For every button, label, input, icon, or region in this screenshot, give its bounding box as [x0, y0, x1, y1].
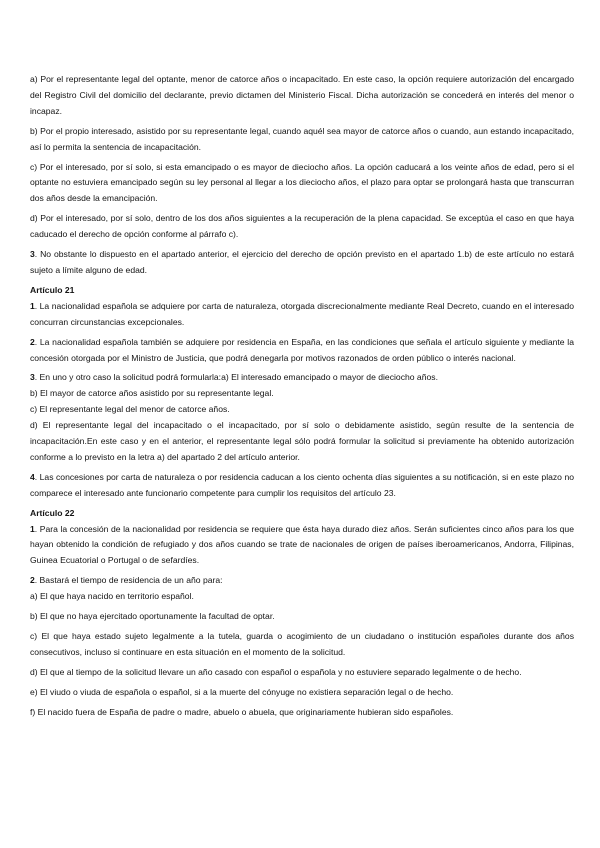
paragraph-text: d) Por el interesado, por sí solo, dentro de los dos años siguientes a la recuperación de la plena capacidad. Se exceptúa el caso en que haya caducado el derecho de opción conforme al párrafo c). [30, 213, 574, 240]
paragraph [30, 247, 574, 279]
paragraph-text: d) El representante legal del incapacitado o el incapacitado, por sí solo o debidamente asistido, según resulte de la sentencia de incapacitación.En este caso y en el anterior, el representante legal sólo podrá formular la solicitud si previamente ha obtenido autorización conforme a lo previsto en la letra a) del apartado 2 del artículo anterior. [30, 420, 574, 462]
paragraph-number: 1 [30, 300, 35, 311]
paragraph-number: 3 [30, 249, 35, 260]
paragraph [30, 370, 574, 386]
paragraph [30, 160, 574, 208]
paragraph-text: b) El mayor de catorce años asistido por su representante legal. [30, 388, 274, 399]
paragraph-text: c) El que haya estado sujeto legalmente a la tutela, guarda o acogimiento de un ciudadano o institución españoles durante dos años consecutivos, incluso si continuare en esta situación en el momento de la solicitud. [30, 631, 574, 657]
paragraph [30, 705, 574, 721]
paragraph [30, 402, 574, 418]
paragraph [30, 386, 574, 402]
paragraph-text: c) Por el interesado, por sí solo, si esta emancipado o es mayor de dieciocho años. La opción caducará a los veinte años de edad, pero si el optante no estuviera emancipado según su ley personal al llegar a los dieciocho años, el plazo para optar se prolongará hasta que transcurran dos años desde la emancipación. [30, 161, 574, 204]
article-heading: Artículo 21 [30, 284, 75, 295]
paragraph-text: . La nacionalidad española también se adquiere por residencia en España, en las condiciones que señala el artículo siguiente y mediante la concesión otorgada por el Ministro de Justicia, que podrá denegarla por motivos razonados de orden público o interés nacional. [30, 336, 574, 363]
paragraph [30, 470, 574, 502]
paragraph [30, 685, 574, 701]
paragraph-text: . Las concesiones por carta de naturaleza o por residencia caducan a los ciento ochenta días siguientes a su notificación, si en este plazo no comparece el interesado ante funcionario competente para cumplir los requisitos del artículo 23. [30, 471, 574, 498]
paragraph-text: . La nacionalidad española se adquiere por carta de naturaleza, otorgada discrecionalmente mediante Real Decreto, cuando en el interesado concurran circunstancias excepcionales. [30, 300, 574, 327]
paragraph [30, 589, 574, 605]
paragraph [30, 124, 574, 156]
paragraph-text: . Para la concesión de la nacionalidad por residencia se requiere que ésta haya durado diez años. Serán suficientes cinco años para los que hayan obtenido la condición de refugiado y dos años cuando se trate de nacionales de origen de países iberoamericanos, Andorra, Filipinas, Guinea Ecuatorial o Portugal o de sefardíes. [30, 523, 574, 566]
paragraph-text: . Bastará el tiempo de residencia de un año para: [34, 575, 223, 586]
paragraph-text: c) El representante legal del menor de catorce años. [30, 404, 230, 415]
article-heading: Artículo 22 [30, 507, 75, 518]
paragraph [30, 335, 574, 367]
paragraph [30, 629, 574, 661]
paragraph [30, 609, 574, 625]
paragraph-text: . No obstante lo dispuesto en el apartado anterior, el ejercicio del derecho de opción previsto en el apartado 1.b) de este artículo no estará sujeto a límite alguno de edad. [30, 249, 574, 275]
paragraph [30, 522, 574, 570]
paragraph-text: b) El que no haya ejercitado oportunamente la facultad de optar. [30, 611, 275, 622]
paragraph [30, 72, 574, 120]
paragraph-number: 2 [30, 575, 35, 586]
paragraph-text: b) Por el propio interesado, asistido por su representante legal, cuando aquél sea mayor de catorce años o cuando, aun estando incapacitado, así lo permita la sentencia de incapacitación. [30, 125, 574, 152]
paragraph [30, 211, 574, 243]
paragraph-text: a) El que haya nacido en territorio español. [30, 591, 194, 602]
paragraph [30, 573, 574, 589]
paragraph [30, 665, 574, 681]
paragraph-number: 1 [30, 523, 35, 534]
paragraph-number: 4 [30, 471, 35, 482]
paragraph-text: a) Por el representante legal del optante, menor de catorce años o incapacitado. En este caso, la opción requiere autorización del encargado del Registro Civil del domicilio del declarante, previo dictamen del Ministerio Fiscal. Dicha autorización se concederá en interés del menor o incapaz. [30, 74, 574, 116]
paragraph [30, 299, 574, 331]
paragraph-text: f) El nacido fuera de España de padre o madre, abuelo o abuela, que originariamente hubieran sido españoles. [30, 706, 454, 717]
paragraph [30, 418, 574, 466]
paragraph-text: d) El que al tiempo de la solicitud llevare un año casado con español o española y no estuviere separado legalmente o de hecho. [30, 666, 522, 677]
paragraph-number: 3 [30, 372, 35, 383]
paragraph-number: 2 [30, 336, 35, 347]
paragraph-text: e) El viudo o viuda de española o español, si a la muerte del cónyuge no existiera separación legal o de hecho. [30, 686, 454, 697]
document-page [30, 72, 574, 725]
paragraph-text: . En uno y otro caso la solicitud podrá formularla:a) El interesado emancipado o mayor de dieciocho años. [34, 372, 438, 383]
